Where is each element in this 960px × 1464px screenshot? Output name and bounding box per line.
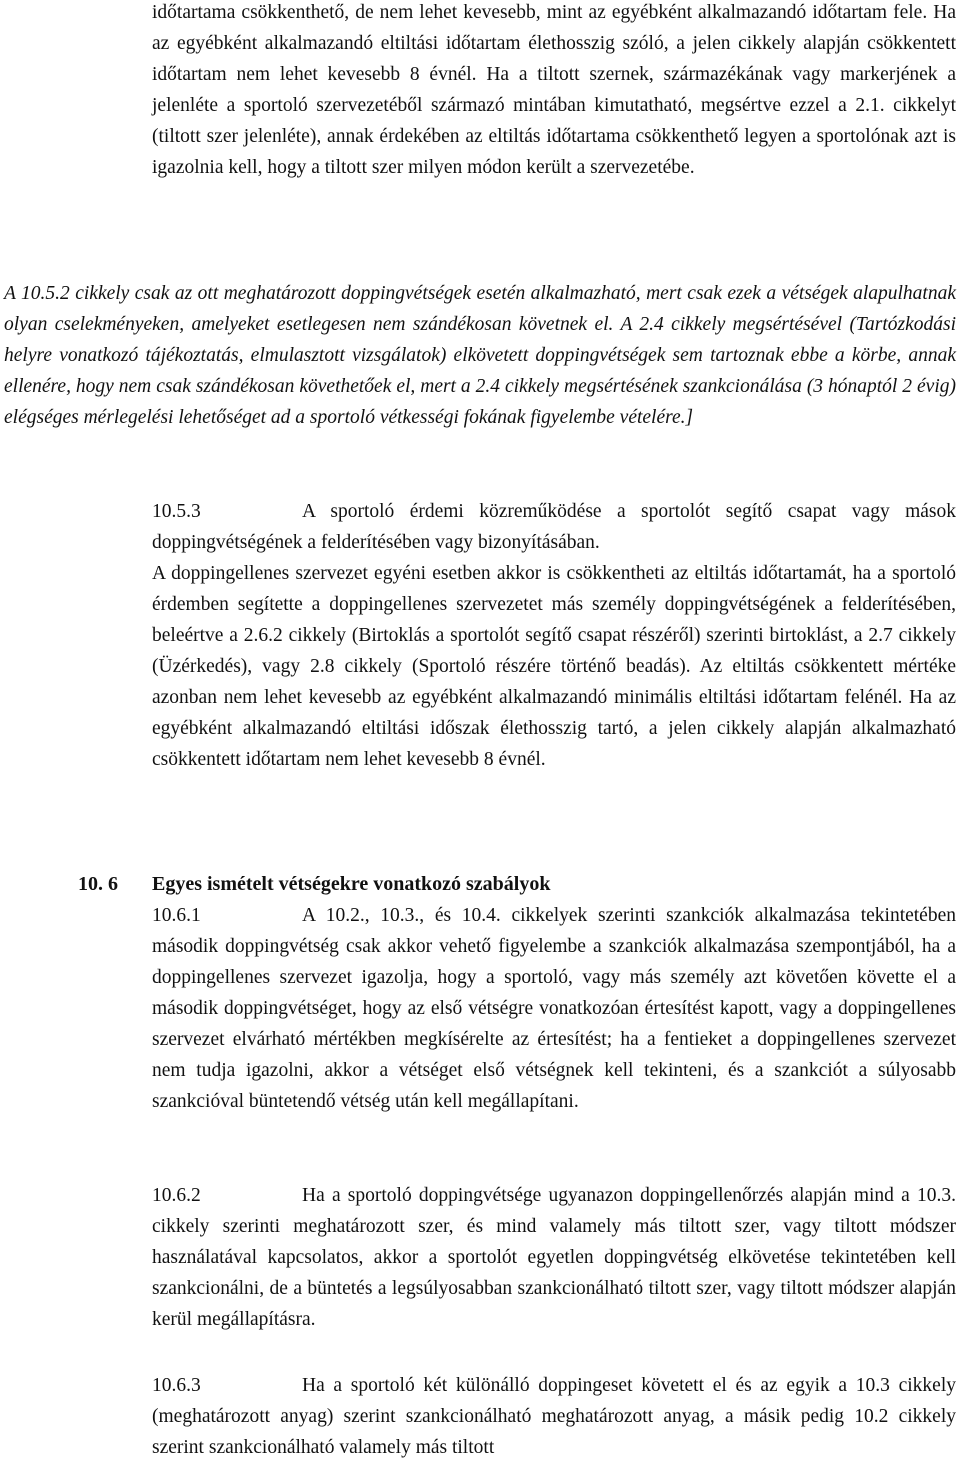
section-number: 10.5.3 [152, 501, 201, 522]
section-10-6-1 [152, 900, 956, 1117]
section-number: 10.6.2 [152, 1185, 201, 1206]
heading-title: Egyes ismételt vétségekre vonatkozó szabályok [152, 873, 551, 895]
heading-10-6 [78, 869, 958, 900]
section-body: A 10.2., 10.3., és 10.4. cikkelyek szerinti szankciók alkalmazása tekintetében második doppingvétség csak akkor vehető figyelembe a szankciók alkalmazása szempontjából, ha a doppingellenes szervezet igazolja, hogy a sportoló, vagy más személy azt követően követte el a második doppingvétséget, hogy az első vétségre vonatkozóan értesítést kapott, vagy a doppingellenes szervezet elvárható mértékben megkísérelte az értesítést; ha a fentieket a doppingellenes szervezet nem tudja igazolni, akkor a vétséget első vétségnek kell tekinteni, és a szankciót a súlyosabb szankcióval büntetendő vétség után kell megállapítani. [152, 905, 956, 1112]
section-10-6-3 [152, 1370, 956, 1463]
section-10-5-3-title [152, 496, 956, 558]
comment-10-5-2: A 10.5.2 cikkely csak az ott meghatározott doppingvétségek esetén alkalmazható, mert csak ezek a vétségek alapulhatnak olyan cselekményeken, amelyeket esetlegesen nem szándékosan követnek el. A 2.4 cikkely megsértésével (Tartózkodási helyre vonatkozó tájékoztatás, elmulasztott vizsgálatok) elkövetett doppingvétségek sem tartoznak ebbe a körbe, annak ellenére, hogy nem csak szándékosan követhetőek el, mert a 2.4 cikkely megsértésének szankcionálása (3 hónaptól 2 évig) elégséges mérlegelési lehetőséget ad a sportoló vétkességi fokának figyelembe vételére.] [4, 283, 956, 428]
section-title: A sportoló érdemi közreműködése a sportolót segítő csapat vagy mások doppingvétségének a felderítésében vagy bizonyításában. [152, 501, 956, 553]
section-body: Ha a sportoló két különálló doppingeset követett el és az egyik a 10.3 cikkely (meghatározott anyag) szerint szankcionálható meghatározott anyag, a másik pedig 10.2 cikkely szerint szankcionálható valamely más tiltott [152, 1375, 956, 1458]
heading-number: 10. 6 [78, 873, 118, 895]
section-number: 10.6.1 [152, 905, 201, 926]
section-10-5-3 [152, 496, 956, 775]
section-10-6-2 [152, 1180, 956, 1335]
paragraph-eltiltas-csokkentes: időtartama csökkenthető, de nem lehet kevesebb, mint az egyébként alkalmazandó időtartam fele. Ha az egyébként alkalmazandó eltiltási időtartam élethosszig szóló, a jelen cikkely alapján csökkentett időtartam nem lehet kevesebb 8 évnél. Ha a tiltott szernek, származékának vagy markerjének a jelenléte a sportoló szervezetéből származó mintában kimutatható, megsértve ezzel a 2.1. cikkelyt (tiltott szer jelenléte), annak érdekében az eltiltás időtartama csökkenthető legyen a sportolónak azt is igazolnia kell, hogy a tiltott szer milyen módon került a szervezetébe. [152, 2, 956, 178]
section-number: 10.6.3 [152, 1375, 201, 1396]
section-body: Ha a sportoló doppingvétsége ugyanazon doppingellenőrzés alapján mind a 10.3. cikkely szerinti meghatározott szer, és mind valamely más tiltott szer, vagy tiltott módszer használatával kapcsolatos, akkor a sportolót egyetlen doppingvétség elkövetése tekintetében kell szankcionálni, de a büntetés a legsúlyosabban szankcionálható tiltott szer, vagy tiltott módszer alapján kerül megállapításra. [152, 1185, 956, 1330]
section-10-5-3-body: A doppingellenes szervezet egyéni esetben akkor is csökkentheti az eltiltás időtartamát, ha a sportoló érdemben segítette a doppingellenes szervezetet más személy doppingvétségének a felderítésében, beleértve a 2.6.2 cikkely (Birtoklás a sportolót segítő csapat részéről) szerinti birtoklást, a 2.7 cikkely (Üzérkedés), vagy 2.8 cikkely (Sportoló részére történő beadás). Az eltiltás csökkentett mértéke azonban nem lehet kevesebb az egyébként alkalmazandó minimális eltiltási időtartam felénél. Ha az egyébként alkalmazandó eltiltási időszak élethosszig tartó, a jelen cikkely alapján alkalmazható csökkentett időtartam nem lehet kevesebb 8 évnél. [152, 563, 956, 770]
